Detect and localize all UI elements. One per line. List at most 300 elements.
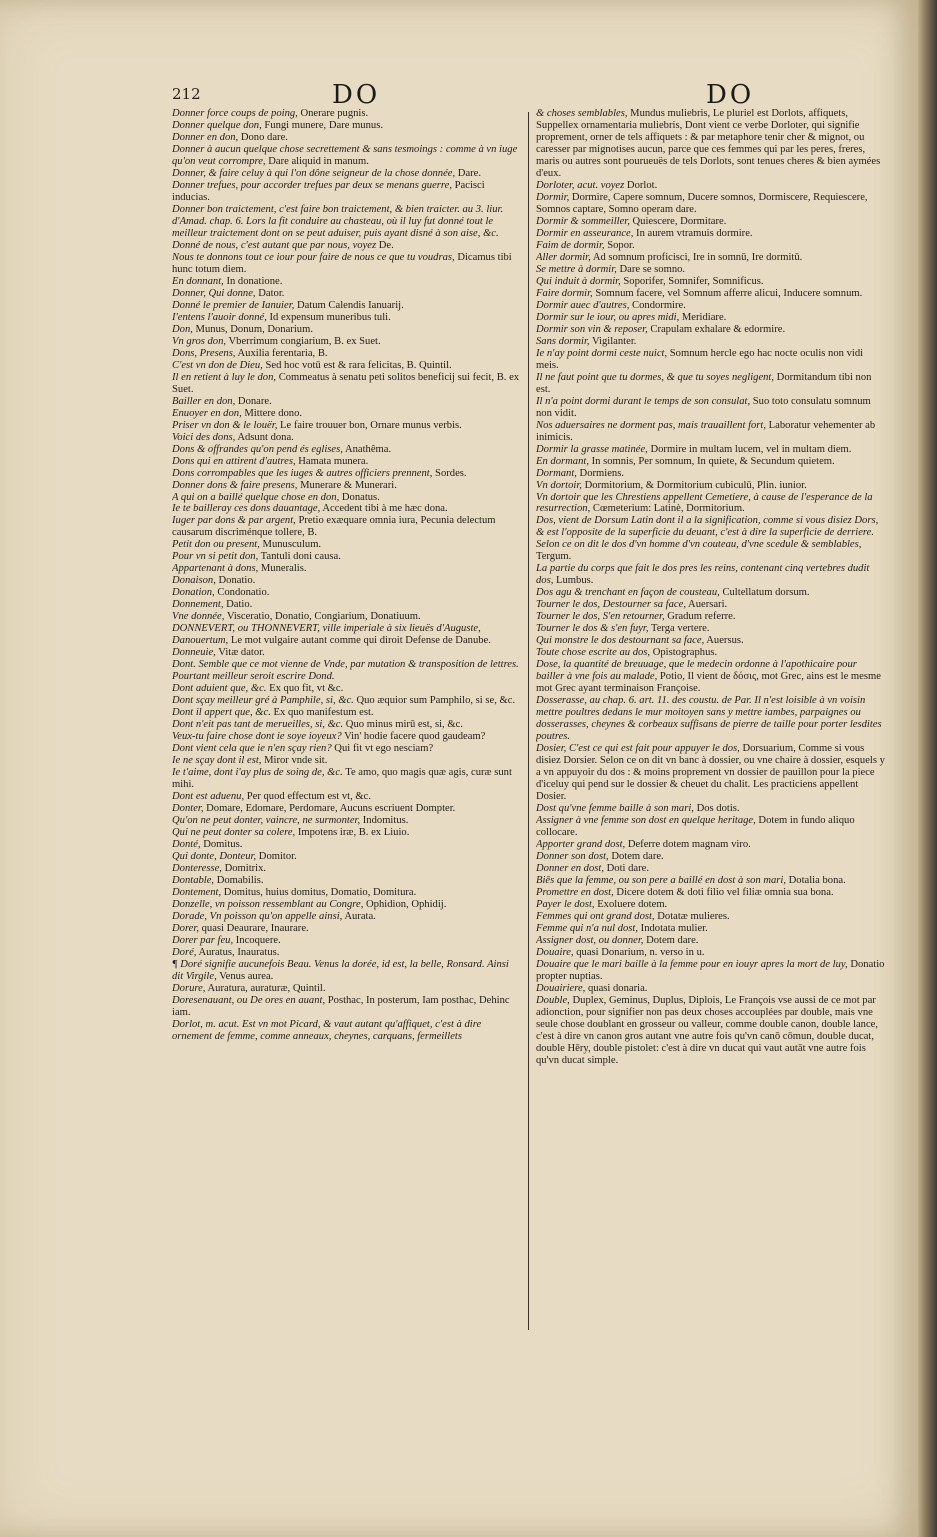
dictionary-entry — [172, 911, 522, 923]
dictionary-entry — [536, 288, 886, 300]
dictionary-entry — [172, 935, 522, 947]
dictionary-entry — [172, 1019, 522, 1043]
dictionary-entry — [172, 659, 522, 683]
entry-translation: Dotalia bona. — [786, 875, 846, 886]
entry-headword: Ie t'aime, dont i'ay plus de soing de, &c. — [172, 767, 343, 779]
entry-translation: Dicere dotem & doti filio vel filiæ omnia sua bona. — [613, 886, 834, 898]
entry-translation: Lumbus. — [553, 575, 594, 587]
dictionary-entry — [172, 240, 522, 252]
entry-translation: Mittere dono. — [241, 407, 303, 419]
entry-headword: Dons corrompables que les iuges & autres officiers prennent, — [172, 467, 433, 479]
dictionary-entry — [172, 695, 522, 707]
entry-translation: Somnum facere, vel Somnum afferre alicui, Inducere somnum. — [592, 287, 863, 299]
dictionary-entry — [536, 911, 886, 923]
entry-translation: Onerare pugnis. — [297, 108, 369, 119]
entry-headword: Faire dormir, — [536, 287, 593, 299]
dictionary-entry — [172, 480, 522, 492]
entry-translation: Terga vertere. — [648, 623, 710, 635]
dictionary-entry — [536, 995, 886, 1067]
entry-headword: C'est vn don de Dieu, — [172, 359, 263, 371]
entry-headword: Dorlot, m. acut. Est vn mot Picard, & vaut autant qu'affiquet, c'est à dire ornement de femme, comme anneaux, cheynes, carquans, fermeillets — [172, 1018, 482, 1042]
entry-headword: En dormant, — [536, 455, 589, 467]
entry-headword: Donner quelque don, — [172, 119, 262, 131]
entry-headword: Dorure, — [172, 982, 206, 994]
entry-translation: Indotata mulier. — [638, 922, 708, 934]
dictionary-entry — [536, 492, 886, 516]
entry-translation: Donatio propter nuptias. — [536, 958, 885, 982]
dictionary-entry — [536, 647, 886, 659]
dictionary-entry — [536, 468, 886, 480]
entry-headword: Vn dortoir que les Chrestiens appellent Cemetiere, à cause de l'esperance de la resurrection, — [536, 491, 873, 515]
dictionary-entry — [536, 695, 886, 743]
left-column — [172, 108, 522, 1333]
dictionary-entry — [172, 288, 522, 300]
dictionary-entry — [172, 515, 522, 539]
entry-translation: Munerare & Munerari. — [297, 479, 397, 491]
entry-headword: Dont aduient que, &c. — [172, 683, 267, 695]
entry-translation: Cœmeterium: Latinè, Dormitorium. — [590, 503, 745, 515]
entry-headword: Apporter grand dost, — [536, 839, 626, 851]
dictionary-entry — [536, 611, 886, 623]
entry-translation: Dotem in fundo aliquo collocare. — [536, 815, 855, 839]
entry-headword: Dormir sur le iour, ou apres midi, — [536, 311, 680, 323]
dictionary-entry — [536, 336, 886, 348]
dictionary-entry — [172, 324, 522, 336]
entry-headword: Ie n'ay point dormi ceste nuict, — [536, 347, 668, 359]
entry-headword: Donner bon traictement, c'est faire bon traictement, & bien traicter. au 3. liur. d'Amad. chap. 6. Lors la fit conduire au chasteau, où il luy fut donné tout le meilleur traictement dont on se peut aduiser, puis ayant disné à son aise, &c. — [172, 203, 504, 239]
entry-headword: Dosserasse, au chap. 6. art. 11. des coustu. de Par. Il n'est loisible à vn voisin mettre poultres dedans le mur moitoyen sans y mettre iambes, parpaignes ou dosserasses, cheynes & corbeaux suffisans de pierre de taille pour porter lesdites poutres. — [536, 695, 882, 743]
entry-headword: Dormir la grasse matinée, — [536, 443, 648, 455]
entry-headword: Donner trefues, pour accorder trefues par deux se menans guerre, — [172, 179, 452, 191]
entry-headword: Doré, — [172, 946, 197, 958]
entry-headword: En donnant, — [172, 275, 224, 287]
entry-translation: Condormire. — [629, 299, 686, 311]
entry-translation: Domitor. — [256, 851, 297, 863]
entry-translation: Impotens iræ, B. ex Liuio. — [295, 827, 410, 839]
dictionary-entry — [536, 456, 886, 468]
entry-headword: Donner en dost, — [536, 863, 604, 875]
entry-headword: Dont n'eit pas tant de merueilles, si, &c. — [172, 719, 344, 731]
entry-headword: Donner, Qui donne, — [172, 287, 256, 299]
entry-translation: Dormire, Capere somnum, Ducere somnos, Dormiscere, Requiescere, Somnos captare, Somno operam dare. — [536, 191, 868, 215]
entry-headword: Il n'a point dormi durant le temps de son consulat, — [536, 395, 751, 407]
entry-translation: Qui fit vt ego nesciam? — [331, 743, 434, 755]
entry-translation: Tantuli doni causa. — [258, 551, 341, 563]
dictionary-entry — [536, 983, 886, 995]
entry-headword: A qui on a baillé quelque chose en don, — [172, 491, 340, 503]
dictionary-entry — [536, 264, 886, 276]
entry-translation: Laboratur vehementer ab inimicis. — [536, 419, 876, 443]
entry-translation: Condonatio. — [214, 587, 270, 599]
page-edge — [918, 0, 937, 1537]
entry-translation: Donatio. — [215, 575, 256, 587]
entry-translation: Deferre dotem magnam viro. — [625, 839, 751, 851]
dictionary-entry — [536, 324, 886, 336]
dictionary-entry — [172, 132, 522, 144]
entry-translation: Muneralis. — [258, 563, 307, 575]
dictionary-entry — [172, 959, 522, 983]
entry-headword: Don, — [172, 323, 193, 335]
entry-translation: Dormiens. — [576, 467, 624, 479]
dictionary-entry — [536, 587, 886, 599]
entry-translation: Miror vnde sit. — [261, 755, 328, 767]
entry-headword: Dorer, — [172, 922, 199, 934]
entry-translation: Dare. — [455, 167, 482, 179]
dictionary-entry — [172, 899, 522, 911]
entry-headword: Double, — [536, 994, 570, 1006]
entry-headword: Donter, — [172, 803, 204, 815]
dictionary-entry — [172, 360, 522, 372]
dictionary-entry — [536, 372, 886, 396]
entry-translation: Auratura, auraturæ, Quintil. — [205, 982, 326, 994]
entry-headword: Dons qui en attirent d'autres, — [172, 455, 296, 467]
entry-translation: Soporifer, Somnifer, Somnificus. — [620, 275, 764, 287]
entry-headword: Priser vn don & le louër, — [172, 419, 278, 431]
entry-headword: Femmes qui ont grand dost, — [536, 910, 655, 922]
dictionary-entry — [172, 348, 522, 360]
dictionary-entry — [536, 276, 886, 288]
entry-headword: Dorer par feu, — [172, 934, 234, 946]
entry-translation: Auxilia ferentaria, B. — [235, 347, 328, 359]
entry-translation: Dotatæ mulieres. — [654, 910, 730, 922]
entry-translation: Ex quo fit, vt &c. — [266, 683, 344, 695]
entry-translation: Domare, Edomare, Perdomare, Aucuns escriuent Dompter. — [203, 803, 456, 815]
entry-translation: Quo minus mirū est, si, &c. — [343, 719, 463, 731]
dictionary-entry — [536, 300, 886, 312]
entry-translation: Auersus. — [704, 635, 744, 647]
dictionary-entry — [172, 755, 522, 767]
entry-translation: Donatus. — [339, 491, 380, 503]
entry-headword: Donner à aucun quelque chose secrettement & sans tesmoings : comme à vn iuge qu'on veut corrompre, — [172, 143, 518, 167]
entry-translation: Munusculum. — [259, 539, 322, 551]
entry-headword: Douaire, — [536, 946, 574, 958]
entry-translation: Incoquere. — [233, 934, 281, 946]
entry-translation: Aurata. — [342, 910, 376, 922]
dictionary-entry — [172, 180, 522, 204]
dictionary-entry — [536, 743, 886, 803]
dictionary-entry — [172, 731, 522, 743]
dictionary-entry — [536, 623, 886, 635]
dictionary-entry — [172, 947, 522, 959]
entry-headword: Tourner le dos & s'en fuyr, — [536, 623, 649, 635]
entry-translation: Suo toto consulatu somnum non vidit. — [536, 395, 871, 419]
entry-headword: Dont vient cela que ie n'en sçay rien? — [172, 743, 332, 755]
entry-translation: Datio. — [223, 599, 253, 611]
dictionary-entry — [172, 791, 522, 803]
entry-translation: quasi donaria. — [585, 982, 648, 994]
entry-headword: Qu'on ne peut donter, vaincre, ne surmonter, — [172, 815, 361, 827]
entry-headword: I'entens l'auoir donné, — [172, 311, 267, 323]
entry-translation: Potio, Il vient de δόσις, mot Grec, ains est le mesme mot Grec ayant terminaison Françoise. — [536, 671, 881, 695]
entry-translation: Ex quo manifestum est. — [270, 707, 374, 719]
entry-headword: Se mettre à dormir, — [536, 263, 617, 275]
entry-translation: Dono dare. — [238, 131, 288, 143]
dictionary-entry — [172, 803, 522, 815]
entry-translation: Domitus, huius domitus, Domatio, Domitura. — [221, 886, 417, 898]
entry-headword: Donner, & faire celuy à qui l'on dône seigneur de la chose donnée, — [172, 167, 456, 179]
dictionary-entry — [172, 983, 522, 995]
entry-translation: Datum Calendis Ianuarij. — [294, 299, 404, 311]
dictionary-entry — [172, 204, 522, 240]
dictionary-entry — [172, 587, 522, 599]
entry-translation: Dormitorium, & Dormitorium cubiculū, Plin. iunior. — [581, 479, 807, 491]
entry-translation: Cultellatum dorsum. — [719, 587, 810, 599]
entry-headword: Sans dormir, — [536, 335, 590, 347]
entry-translation: Mundus muliebris, Le pluriel est Dorlots, affiquets, Suppellex ornamentaria muliebris, Dont vient ce verbe Dorloter, qui signifie proprement, orner de tels affiquets : & par metaphore tenir cher & mignot, ou caresser par mignotises aucun, parce que ces femmes qui par les peres, freres, maris ou autres sont pourueuës de tels Dorlots, sont tenues cheres & bien aymées d'eux. — [536, 108, 881, 179]
entry-translation: Le mot vulgaire autant comme qui diroit Defense de Danube. — [228, 635, 491, 647]
dictionary-entry — [172, 923, 522, 935]
entry-headword: Donner force coups de poing, — [172, 108, 298, 119]
dictionary-entry — [172, 408, 522, 420]
dictionary-entry — [536, 851, 886, 863]
dictionary-entry — [172, 444, 522, 456]
column-divider — [528, 112, 529, 1330]
dictionary-entry — [536, 348, 886, 372]
entry-headword: Nous te donnons tout ce iour pour faire de nous ce que tu voudras, — [172, 251, 455, 263]
entry-headword: Donteresse, — [172, 863, 222, 875]
dictionary-entry — [172, 563, 522, 575]
dictionary-entry — [172, 503, 522, 515]
entry-translation: Doti dare. — [603, 863, 649, 875]
dictionary-entry — [536, 887, 886, 899]
entry-headword: Voici des dons, — [172, 431, 236, 443]
entry-translation: Id expensum muneribus tuli. — [266, 311, 391, 323]
entry-headword: Qui monstre le dos destournant sa face, — [536, 635, 705, 647]
dictionary-entry — [536, 635, 886, 647]
dictionary-entry — [172, 887, 522, 899]
entry-headword: Donner en don, — [172, 131, 239, 143]
dictionary-entry — [172, 683, 522, 695]
entry-headword: Dose, la quantité de breuuage, que le medecin ordonne à l'apothicaire pour bailler à vne fois au malade, — [536, 659, 857, 683]
entry-headword: Dormir en asseurance, — [536, 227, 634, 239]
entry-headword: Toute chose escrite au dos, — [536, 647, 651, 659]
entry-translation: Sopor. — [604, 239, 635, 251]
entry-translation: Commeatus à senatu peti solitos beneficij sui fecit, B. ex Suet. — [172, 371, 520, 395]
entry-headword: Donner dons & faire presens, — [172, 479, 298, 491]
dictionary-entry — [172, 875, 522, 887]
entry-translation: Dormitandum tibi non est. — [536, 371, 872, 395]
dictionary-entry — [172, 827, 522, 839]
dictionary-entry — [536, 240, 886, 252]
entry-headword: Aller dormir, — [536, 251, 591, 263]
entry-headword: Vn dortoir, — [536, 479, 582, 491]
dictionary-entry — [172, 539, 522, 551]
entry-headword: Vne donnée, — [172, 611, 225, 623]
dictionary-entry — [172, 432, 522, 444]
entry-headword: Biēs que la femme, ou son pere a baillé en dost à son mari, — [536, 875, 786, 886]
entry-translation: Per quod effectum est vt, &c. — [244, 791, 371, 803]
entry-headword: Appartenant à dons, — [172, 563, 259, 575]
entry-translation: Dotem dare. — [643, 934, 699, 946]
entry-translation: In somnis, Per somnum, In quiete, & Secundum quietem. — [588, 455, 835, 467]
entry-headword: Donnement, — [172, 599, 224, 611]
entry-translation: Pacisci inducias. — [172, 179, 485, 203]
entry-translation: In donatione. — [223, 275, 283, 287]
entry-headword: Dont sçay meilleur gré à Pamphile, si, &c. — [172, 695, 354, 707]
dictionary-entry — [172, 372, 522, 396]
entry-translation: Vin' hodie facere quod gaudeam? — [341, 731, 486, 743]
entry-headword: Nos aduersaires ne dorment pas, mais trauaillent fort, — [536, 419, 767, 431]
entry-headword: Tourner le dos, Destourner sa face, — [536, 599, 686, 611]
entry-translation: Domabilis. — [214, 875, 264, 886]
entry-headword: Assigner à vne femme son dost en quelque heritage, — [536, 815, 756, 827]
entry-headword: Ie ne sçay dont il est, — [172, 755, 262, 767]
dictionary-entry — [536, 216, 886, 228]
entry-headword: Douaire que le mari baille à la femme pour en iouyr apres la mort de luy, — [536, 958, 848, 970]
entry-headword: & choses semblables, — [536, 108, 628, 119]
entry-headword: DONNEVERT, ou THONNEVERT, ville imperiale à six lieuës d'Auguste, Danouertum, — [172, 623, 481, 647]
entry-translation: Donare. — [235, 395, 272, 407]
entry-translation: Munus, Donum, Donarium. — [192, 323, 313, 335]
dictionary-entry — [172, 396, 522, 408]
dictionary-entry — [172, 252, 522, 276]
entry-translation: Dare se somno. — [616, 263, 686, 275]
entry-headword: Promettre en dost, — [536, 886, 614, 898]
entry-translation: Visceratio, Donatio, Congiarium, Donatiuum. — [224, 611, 421, 623]
dictionary-entry — [172, 995, 522, 1019]
dictionary-entry — [172, 743, 522, 755]
entry-headword: Enuoyer en don, — [172, 407, 242, 419]
dictionary-entry — [172, 815, 522, 827]
dictionary-entry — [172, 420, 522, 432]
entry-headword: Payer le dost, — [536, 898, 595, 910]
entry-translation: Dos dotis. — [693, 803, 740, 815]
entry-translation: Vitæ dator. — [215, 647, 265, 659]
dictionary-entry — [172, 575, 522, 587]
running-header-right: DO — [706, 80, 755, 110]
entry-translation: Adsunt dona. — [235, 431, 294, 443]
entry-headword: Dont il appert que, &c. — [172, 707, 271, 719]
entry-headword: Tourner le dos, S'en retourner, — [536, 611, 665, 623]
entry-headword: Qui donte, Donteur, — [172, 851, 257, 863]
entry-translation: Domitrix. — [221, 863, 267, 875]
entry-headword: Dormant, — [536, 467, 577, 479]
entry-translation: Posthac, In posterum, Iam posthac, Dehinc iam. — [172, 994, 510, 1018]
entry-headword: Petit don ou present, — [172, 539, 260, 551]
entry-headword: Bailler en don, — [172, 395, 236, 407]
entry-headword: Dos agu & trenchant en façon de cousteau, — [536, 587, 720, 599]
entry-translation: Dare aliquid in manum. — [265, 155, 369, 167]
entry-headword: Pour vn si petit don, — [172, 551, 259, 563]
dictionary-entry — [536, 515, 886, 563]
entry-translation: Quiescere, Dormitare. — [629, 215, 727, 227]
entry-translation: Opistographus. — [650, 647, 718, 659]
entry-headword: Veux-tu faire chose dont ie soye ioyeux? — [172, 731, 342, 743]
dictionary-entry — [172, 551, 522, 563]
entry-translation: Le faire trouuer bon, Ornare munus verbis. — [277, 419, 462, 431]
entry-headword: Assigner dost, ou donner, — [536, 934, 644, 946]
entry-headword: Dormir & sommeiller, — [536, 215, 630, 227]
entry-headword: Femme qui n'a nul dost, — [536, 922, 639, 934]
entry-translation: Vigilanter. — [589, 335, 637, 347]
dictionary-entry — [172, 144, 522, 168]
dictionary-entry — [172, 492, 522, 504]
dictionary-entry — [536, 947, 886, 959]
entry-headword: Dos, vient de Dorsum Latin dont il a la signification, comme si vous disiez Dors, & est l'opposite de la superficie du deuant, c'est à dire la superficie de derriere. Selon ce on dit le dos d'vn homme d'vn couteau, d'vne scedule & semblables, — [536, 515, 879, 551]
entry-translation: Venus aurea. — [216, 970, 274, 982]
entry-translation: Dator. — [255, 287, 285, 299]
entry-translation: De. — [376, 239, 394, 251]
dictionary-entry — [172, 599, 522, 611]
dictionary-entry — [536, 480, 886, 492]
dictionary-entry — [536, 228, 886, 240]
dictionary-entry — [536, 863, 886, 875]
entry-translation: Crapulam exhalare & edormire. — [647, 323, 786, 335]
dictionary-entry — [172, 611, 522, 623]
entry-translation: Accedent tibi à me hæc dona. — [320, 503, 448, 515]
entry-translation: Fungi munere, Dare munus. — [261, 119, 383, 131]
dictionary-entry — [172, 707, 522, 719]
entry-translation: Dorsuarium, Comme si vous disiez Dorsier. Selon ce on dit vn banc à dossier, ou vne chaire à dossier, esquels y a vn appuyoir du dos : & moins proprement vn dossier de pauillon pour la piece d'iceluy qui pend sur le dossier & cheuet du chalit. Les practiciens appellent Dosier. — [536, 743, 885, 803]
entry-headword: Vn gros don, — [172, 335, 227, 347]
entry-translation: Tergum. — [536, 551, 572, 563]
dictionary-entry — [536, 839, 886, 851]
entry-translation: Hamata munera. — [295, 455, 369, 467]
entry-headword: Il en retient à luy le don, — [172, 371, 277, 383]
dictionary-entry — [536, 659, 886, 695]
entry-headword: Qui ne peut donter sa colere, — [172, 827, 296, 839]
dictionary-entry — [536, 899, 886, 911]
entry-headword: Dont est aduenu, — [172, 791, 245, 803]
dictionary-entry — [172, 456, 522, 468]
dictionary-entry — [172, 623, 522, 647]
entry-headword: Dontement, — [172, 886, 222, 898]
dictionary-entry — [536, 923, 886, 935]
entry-translation: Domitus. — [200, 839, 243, 851]
entry-translation: Dicamus tibi hunc totum diem. — [172, 251, 512, 275]
entry-headword: Il ne faut point que tu dormes, & que tu soyes negligent, — [536, 371, 775, 383]
entry-translation: Indomitus. — [360, 815, 409, 827]
dictionary-entry — [172, 276, 522, 288]
dictionary-entry — [536, 815, 886, 839]
entry-headword: Qui induit à dormir, — [536, 275, 621, 287]
entry-headword: Dorloter, acut. voyez — [536, 179, 625, 191]
entry-translation: Exoluere dotem. — [594, 898, 668, 910]
entry-translation: Duplex, Geminus, Duplus, Diplois, Le François vse aussi de ce mot par adionction, pour signifier non pas deux choses accouplées par double, mais vne seule chose doublant en grosseur ou valleur, comme double canon, double lance, c'est à dire vn canon gros autant vne autre fois qu'vn canō cōmun, double ducat, double Hēry, double pistolet: c'est à dire vn ducat qui vaut autāt vne autre fois qu'vn ducat simple. — [536, 994, 878, 1066]
running-header-left: DO — [332, 80, 381, 110]
entry-translation: quasi Deaurare, Inaurare. — [198, 922, 309, 934]
dictionary-entry — [536, 192, 886, 216]
dictionary-entry — [172, 336, 522, 348]
entry-translation: Auersari. — [685, 599, 728, 611]
entry-translation: Sordes. — [432, 467, 467, 479]
dictionary-entry — [172, 120, 522, 132]
entry-translation: Dormire in multam lucem, vel in multam diem. — [647, 443, 852, 455]
dictionary-entry — [172, 863, 522, 875]
dictionary-entry — [172, 312, 522, 324]
entry-translation: Ad somnum proficisci, Ire in somnū, Ire dormitū. — [590, 251, 803, 263]
dictionary-entry — [536, 803, 886, 815]
right-column — [536, 108, 886, 1333]
dictionary-entry — [172, 851, 522, 863]
entry-headword: Donné de nous, c'est autant que par nous, voyez — [172, 239, 377, 251]
dictionary-entry — [536, 108, 886, 180]
entry-headword: Douairiere, — [536, 982, 586, 994]
dictionary-entry — [536, 563, 886, 587]
entry-headword: Dosier, C'est ce qui est fait pour appuyer le dos, — [536, 743, 740, 755]
entry-headword: Faim de dormir, — [536, 239, 605, 251]
entry-headword: Dormir son vin & reposer, — [536, 323, 648, 335]
entry-translation: Gradum referre. — [664, 611, 736, 623]
entry-headword: Donté, — [172, 839, 201, 851]
entry-headword: Donner son dost, — [536, 851, 609, 863]
dictionary-entry — [172, 767, 522, 791]
dictionary-entry — [172, 839, 522, 851]
entry-headword: Iuger par dons & par argent, — [172, 515, 296, 527]
entry-headword: Donné le premier de Ianuier, — [172, 299, 295, 311]
dictionary-entry — [536, 444, 886, 456]
entry-headword: Donation, — [172, 587, 215, 599]
